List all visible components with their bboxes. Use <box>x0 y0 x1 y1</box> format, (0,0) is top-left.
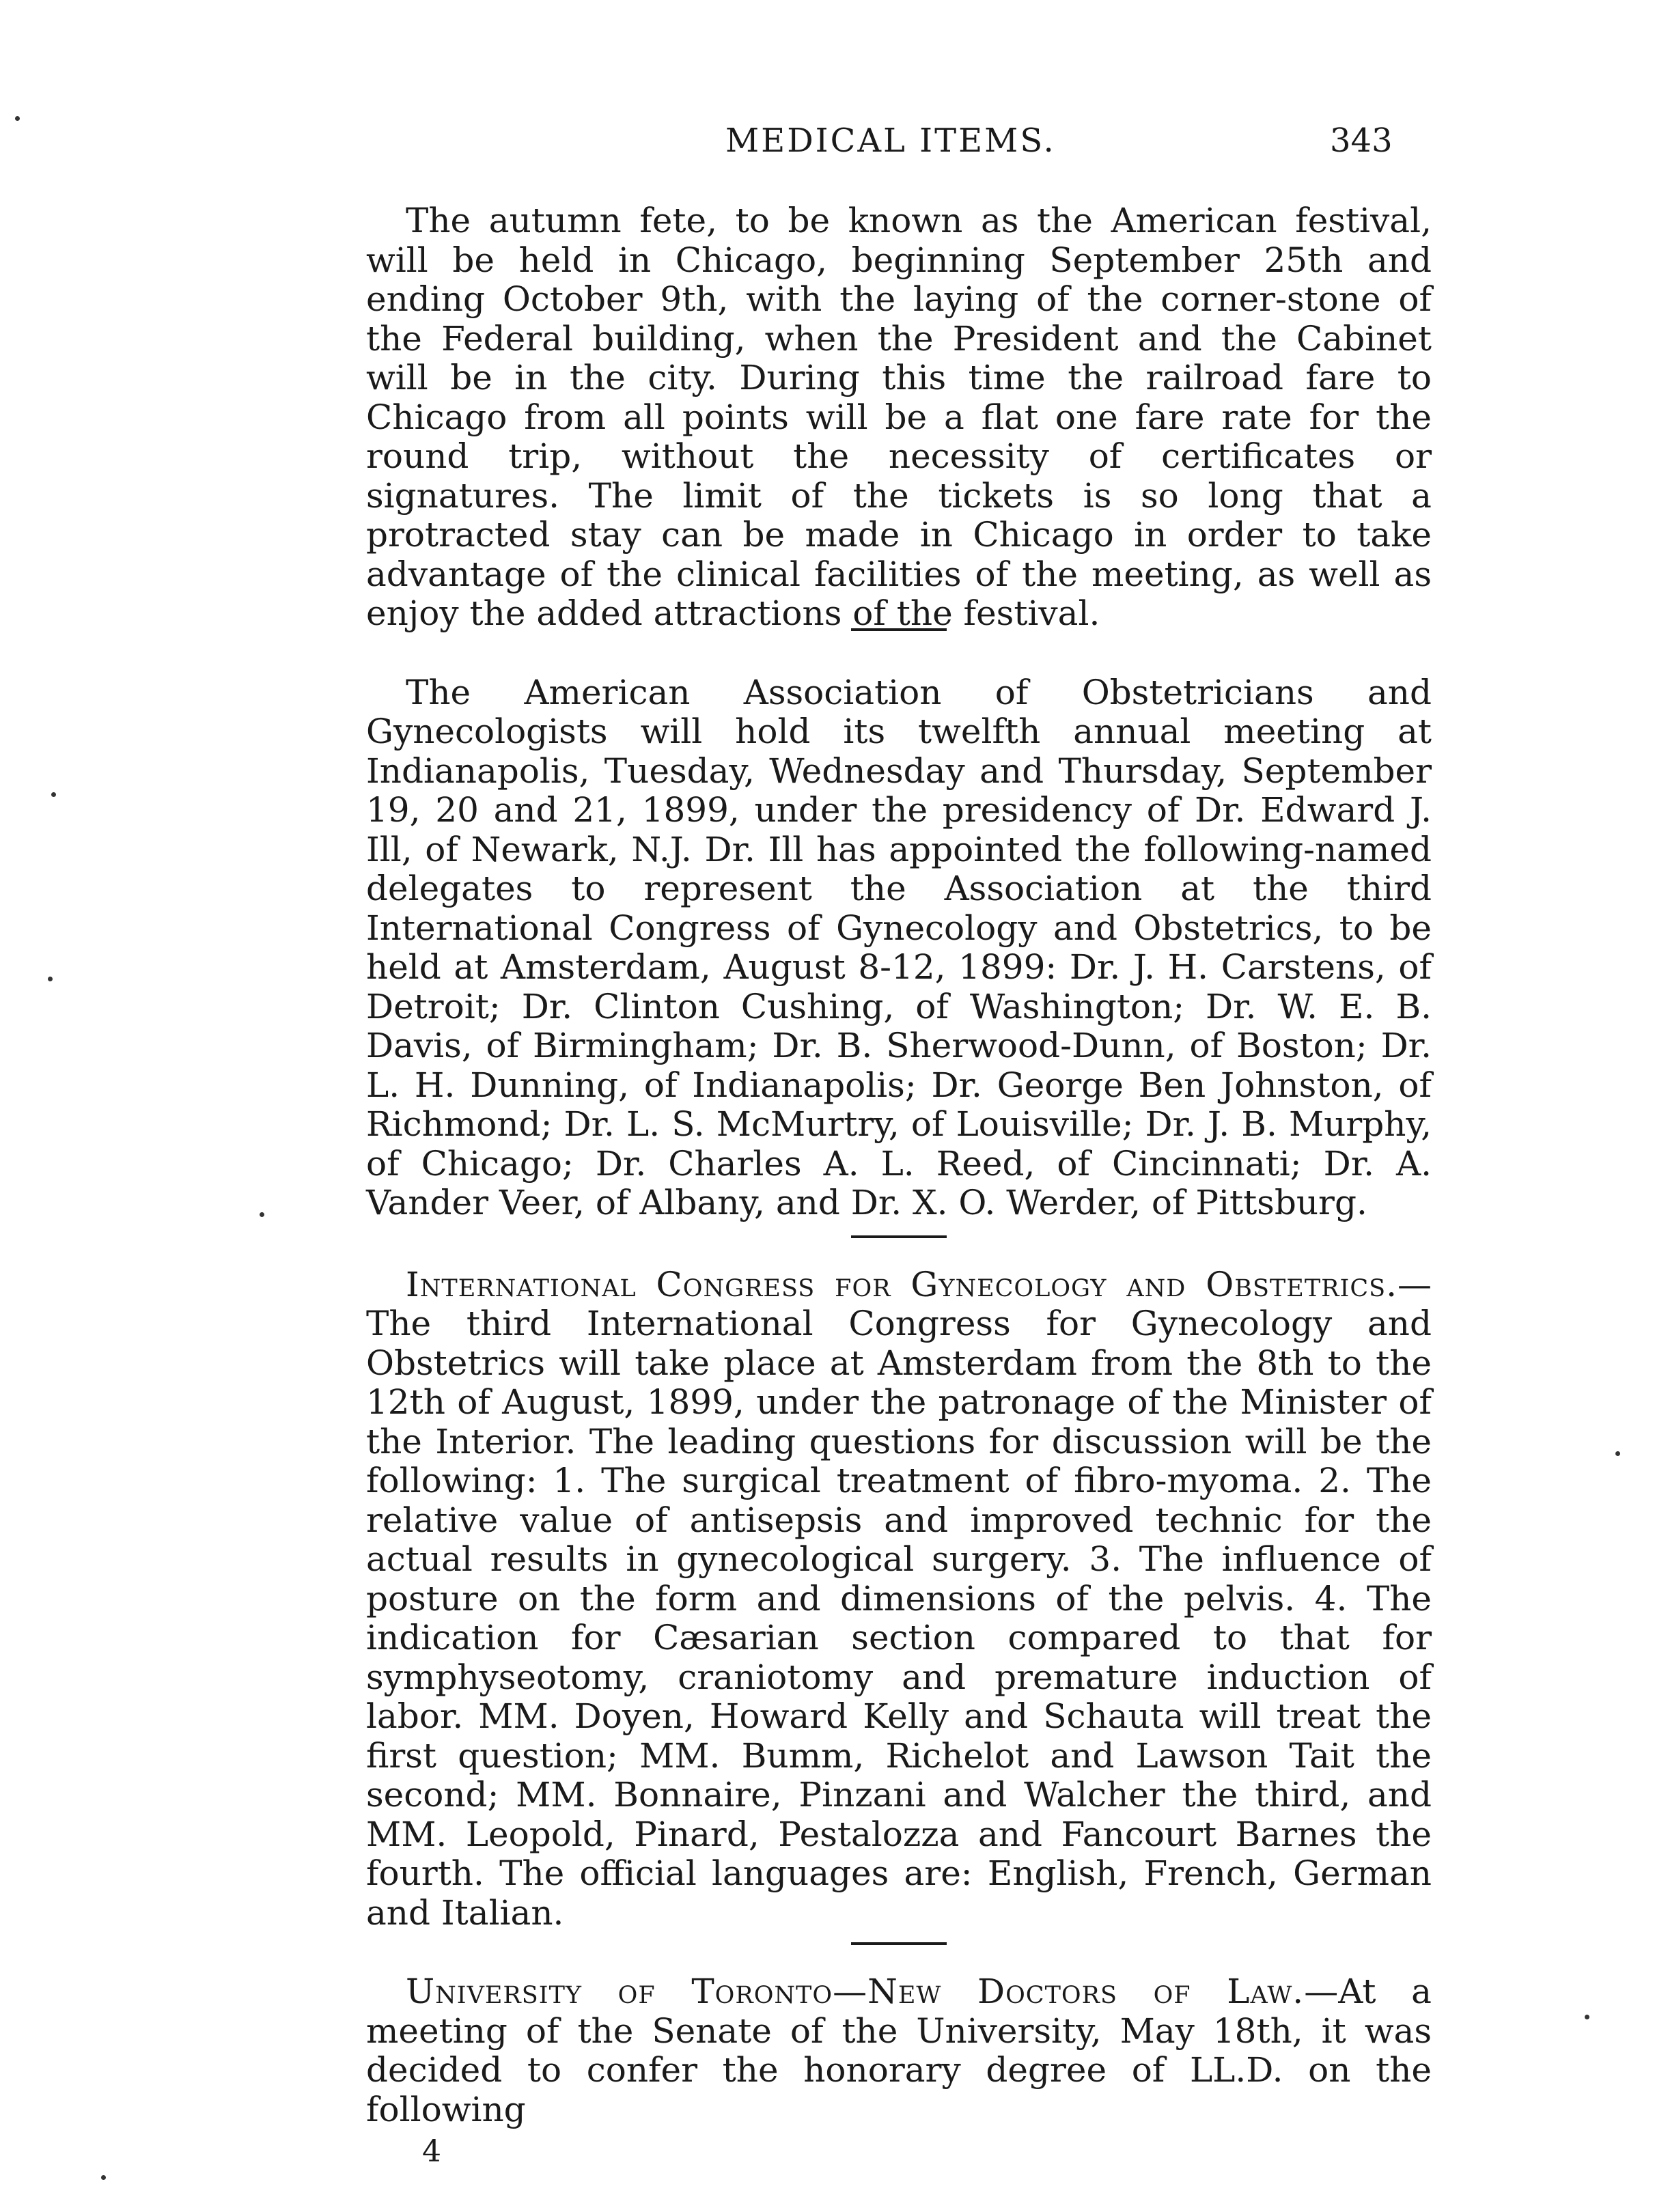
paragraph-text: —The third International Congress for Gynecology and Obstetrics will take place at Amsterdam from the 8th to the 12th of August, 1899, under the patronage of the Minister of the Interior. The leading questions for discussion will be the following: 1. The surgical treatment of fibro-myoma. 2. The relative value of antisepsis and improved technic for the actual results in gynecological surgery. 3. The influence of posture on the form and dimensions of the pelvis. 4. The indication for Cæsarian section compared to that for symphyseotomy, craniotomy and premature induction of labor. MM. Doyen, Howard Kelly and Schauta will treat the first question; MM. Bumm, Richelot and Lawson Tait the second; MM. Bonnaire, Pinzani and Walcher the third, and MM. Leopold, Pinard, Pestalozza and Fancourt Barnes the fourth. The official languages are: English, French, German and Italian. <box>366 1264 1432 1933</box>
scan-speck <box>260 1212 264 1217</box>
item-association-meeting <box>366 673 1432 1223</box>
scan-speck <box>15 116 20 121</box>
item-heading: University of Toronto—New Doctors of Law. <box>406 1972 1305 2011</box>
scan-speck <box>48 977 53 981</box>
scan-speck <box>101 2175 106 2180</box>
paragraph-text: —At a meeting of the Senate of the University, May 18th, it was decided to confer the honorary degree of LL.D. on the following <box>366 1972 1432 2129</box>
scan-speck <box>1585 2015 1589 2019</box>
item-university-toronto <box>366 1972 1432 2129</box>
item-american-festival <box>366 201 1432 634</box>
page-body <box>366 201 1432 2129</box>
section-rule <box>851 1942 947 1945</box>
running-title: MEDICAL ITEMS. <box>725 122 1056 160</box>
paragraph-text: The autumn fete, to be known as the American festival, will be held in Chicago, beginning September 25th and ending October 9th, with the laying of the corner-stone of the Federal building, when the President and the Cabinet will be in the city. During this time the railroad fare to Chicago from all points will be a flat one fare rate for the round trip, without the necessity of certificates or signatures. The limit of the tickets is so long that a protracted stay can be made in Chicago in order to take advantage of the clinical facilities of the meeting, as well as enjoy the added attractions of the festival. <box>366 201 1432 633</box>
scan-speck <box>51 792 56 797</box>
running-head <box>0 122 1655 169</box>
item-international-congress <box>366 1265 1432 1933</box>
scan-speck <box>1615 1451 1620 1456</box>
page-number: 343 <box>1330 122 1393 160</box>
item-heading: International Congress for Gynecology and Obstetrics. <box>406 1264 1397 1304</box>
paragraph-text: The American Association of Obstetricians and Gynecologists will hold its twelfth annual meeting at Indianapolis, Tuesday, Wednesday and Thursday, September 19, 20 and 21, 1899, under the presidency of Dr. Edward J. Ill, of Newark, N.J. Dr. Ill has appointed the following-named delegates to represent the Association at the third International Congress of Gynecology and Obstetrics, to be held at Amsterdam, August 8-12, 1899: Dr. J. H. Carstens, of Detroit; Dr. Clinton Cushing, of Washington; Dr. W. E. B. Davis, of Birmingham; Dr. B. Sherwood-Dunn, of Boston; Dr. L. H. Dunning, of Indianapolis; Dr. George Ben Johnston, of Richmond; Dr. L. S. McMurtry, of Louisville; Dr. J. B. Murphy, of Chicago; Dr. Charles A. L. Reed, of Cincinnati; Dr. A. Vander Veer, of Albany, and Dr. X. O. Werder, of Pittsburg. <box>366 672 1432 1222</box>
signature-mark: 4 <box>422 2134 441 2169</box>
section-rule <box>851 1235 947 1238</box>
